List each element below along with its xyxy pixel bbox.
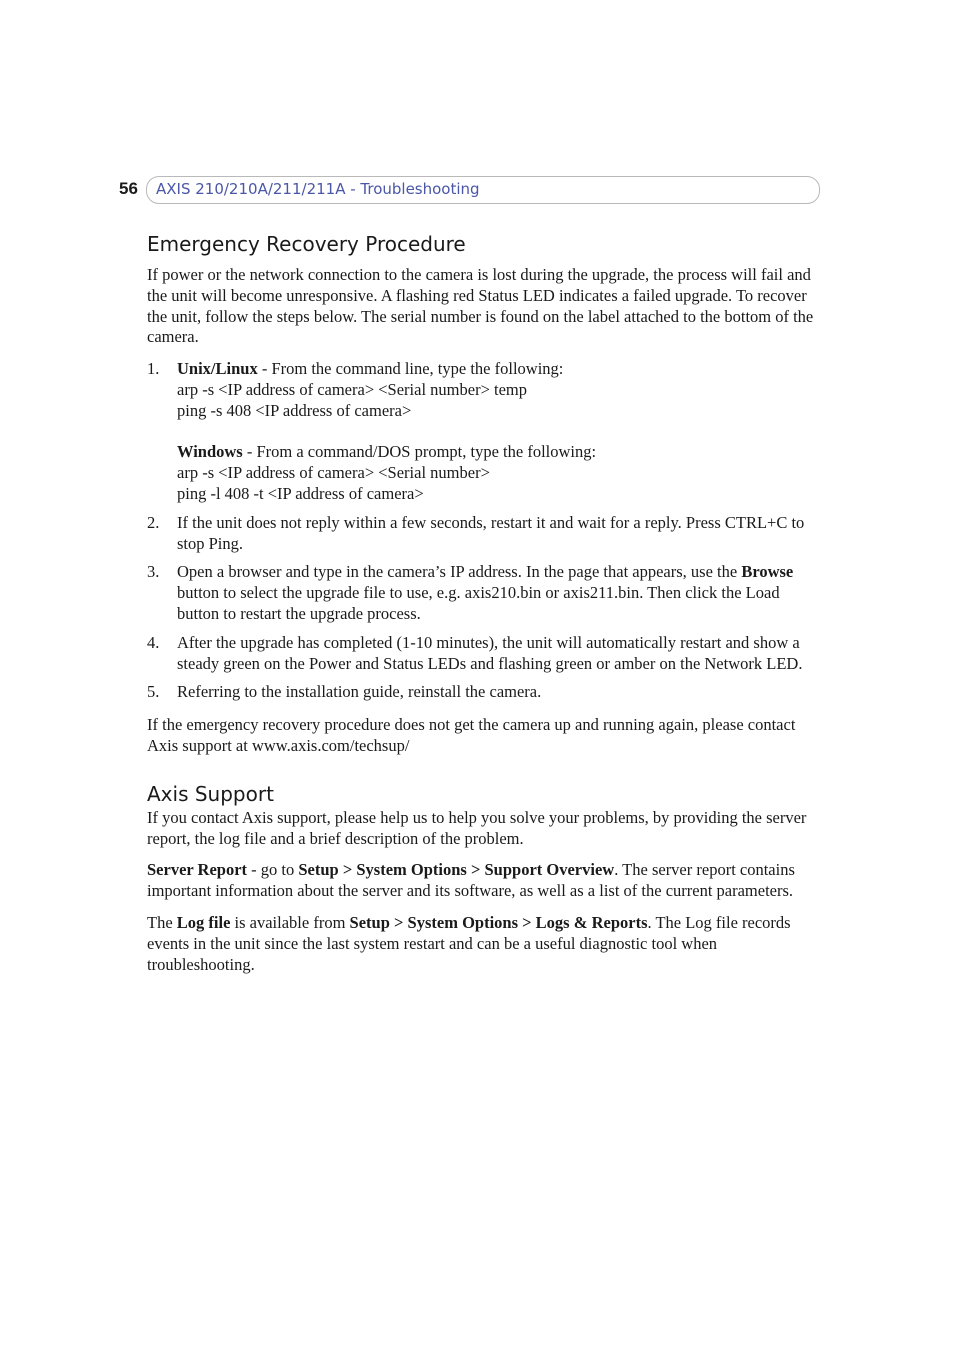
- log-file-label: Log file: [176, 912, 231, 932]
- step-text-b: button to select the upgrade file to use, e.g. axis210.bin or axis211.bin. Then click the Load button to restart the upgrade process.: [177, 583, 780, 623]
- log-file-path: Setup > System Options > Logs & Reports: [349, 912, 648, 932]
- server-text-a: - go to: [247, 860, 299, 880]
- log-file-paragraph: [147, 913, 819, 975]
- server-report-paragraph: [147, 860, 819, 902]
- header-title-box: [146, 176, 820, 204]
- emergency-intro: If power or the network connection to the camera is lost during the upgrade, the process will fail and the unit will become unresponsive. A flashing red Status LED indicates a failed upgrade. To recover the unit, follow the steps below. The serial number is found on the label attached to the bottom of the camera.: [147, 265, 814, 347]
- page-content: [147, 231, 819, 975]
- step-text-a: Open a browser and type in the camera’s IP address. In the page that appears, use the: [177, 562, 742, 582]
- emergency-followup: If the emergency recovery procedure does not get the camera up and running again, please contact Axis support at www.axis.com/techsup/: [147, 715, 796, 755]
- unix-command-arp: arp -s <IP address of camera> <Serial number> temp: [177, 379, 527, 399]
- windows-instruction: [177, 442, 819, 463]
- list-item: [147, 359, 819, 505]
- windows-label: Windows: [177, 442, 243, 462]
- windows-text: - From a command/DOS prompt, type the following:: [242, 442, 597, 462]
- page-header: [119, 176, 821, 204]
- step-number: 1.: [147, 359, 160, 379]
- step-text: Referring to the installation guide, reinstall the camera.: [177, 682, 542, 702]
- support-intro: If you contact Axis support, please help us to help you solve your problems, by providing the server report, the log file and a brief description of the problem.: [147, 807, 807, 848]
- step-number: 5.: [147, 682, 160, 702]
- recovery-steps-list: [147, 359, 819, 703]
- step-number: 2.: [147, 512, 160, 532]
- step-number: 3.: [147, 562, 160, 582]
- windows-command-arp: arp -s <IP address of camera> <Serial number>: [177, 463, 490, 483]
- log-text-c: . The Log file records events in the unit since the last system restart and can be a useful diagnostic tool when troubleshooting.: [147, 912, 791, 974]
- server-text-b: . The server report contains important information about the server and its software, as well as a list of the current parameters.: [147, 860, 795, 901]
- unix-instruction: [177, 359, 819, 380]
- log-text-a: The: [147, 912, 177, 932]
- unix-label: Unix/Linux: [177, 359, 258, 379]
- list-item: [147, 682, 819, 703]
- server-report-path: Setup > System Options > Support Overview: [298, 860, 615, 880]
- step-text: After the upgrade has completed (1-10 minutes), the unit will automatically restart and show a steady green on the Power and Status LEDs and flashing green or amber on the Network LED.: [177, 632, 803, 673]
- list-item: [147, 513, 819, 555]
- list-item: [147, 633, 819, 675]
- windows-command-ping: ping -l 408 -t <IP address of camera>: [177, 483, 424, 503]
- unix-command-ping: ping -s 408 <IP address of camera>: [177, 400, 412, 420]
- section-heading-support: Axis Support: [147, 781, 274, 806]
- step-number: 4.: [147, 632, 160, 652]
- section-heading-emergency: Emergency Recovery Procedure: [147, 232, 466, 256]
- list-item: [147, 562, 819, 624]
- spacer: [177, 422, 819, 443]
- page-number: 56: [119, 179, 138, 198]
- browse-label: Browse: [741, 562, 794, 582]
- log-text-b: is available from: [230, 912, 350, 932]
- server-report-label: Server Report: [147, 860, 248, 880]
- step-text: If the unit does not reply within a few seconds, restart it and wait for a reply. Press CTRL+C to stop Ping.: [177, 512, 805, 553]
- unix-text: - From the command line, type the following:: [257, 359, 564, 379]
- header-title: AXIS 210/210A/211/211A - Troubleshooting: [156, 180, 480, 198]
